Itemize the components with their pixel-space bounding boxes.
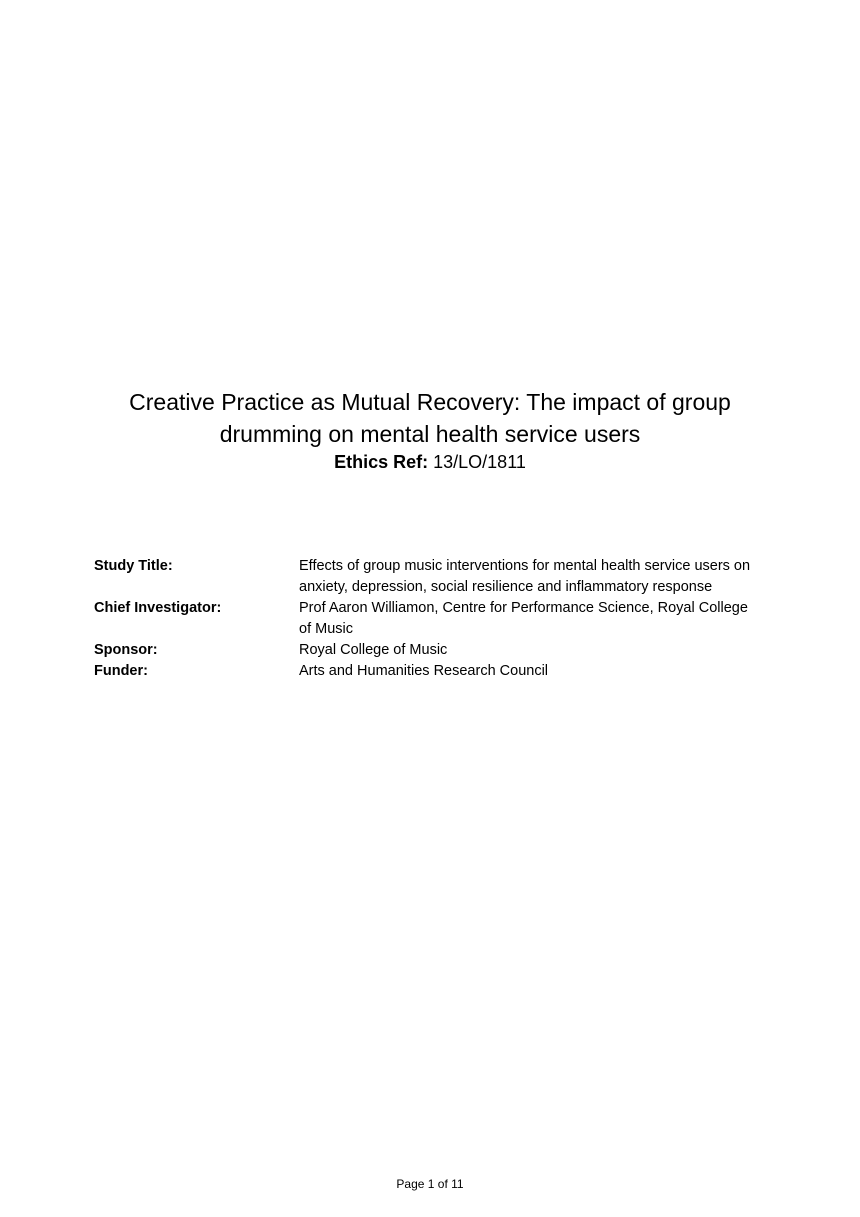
page-footer	[0, 1176, 860, 1192]
detail-row-sponsor	[94, 640, 774, 661]
ethics-reference	[0, 450, 860, 474]
page-number: Page 1 of 11	[396, 1177, 464, 1191]
ethics-value: 13/LO/1811	[433, 452, 526, 472]
study-title-value: Effects of group music interventions for mental health service users on anxiety, depression, social resilience and inflammatory response	[299, 558, 751, 595]
detail-row-funder	[94, 661, 774, 682]
chief-investigator-label: Chief Investigator:	[94, 600, 222, 616]
study-title-label: Study Title:	[94, 558, 173, 574]
sponsor-value: Royal College of Music	[299, 642, 448, 658]
sponsor-label: Sponsor:	[94, 642, 158, 658]
ethics-label: Ethics Ref:	[334, 452, 429, 472]
detail-row-chief-investigator	[94, 598, 774, 640]
document-title: Creative Practice as Mutual Recovery: The impact of group drumming on mental health service users	[129, 389, 731, 447]
funder-label: Funder:	[94, 663, 148, 679]
study-details	[94, 556, 774, 682]
funder-value: Arts and Humanities Research Council	[299, 663, 549, 679]
detail-row-study-title	[94, 556, 774, 598]
title-block	[0, 386, 860, 474]
chief-investigator-value: Prof Aaron Williamon, Centre for Performance Science, Royal College of Music	[299, 600, 748, 637]
